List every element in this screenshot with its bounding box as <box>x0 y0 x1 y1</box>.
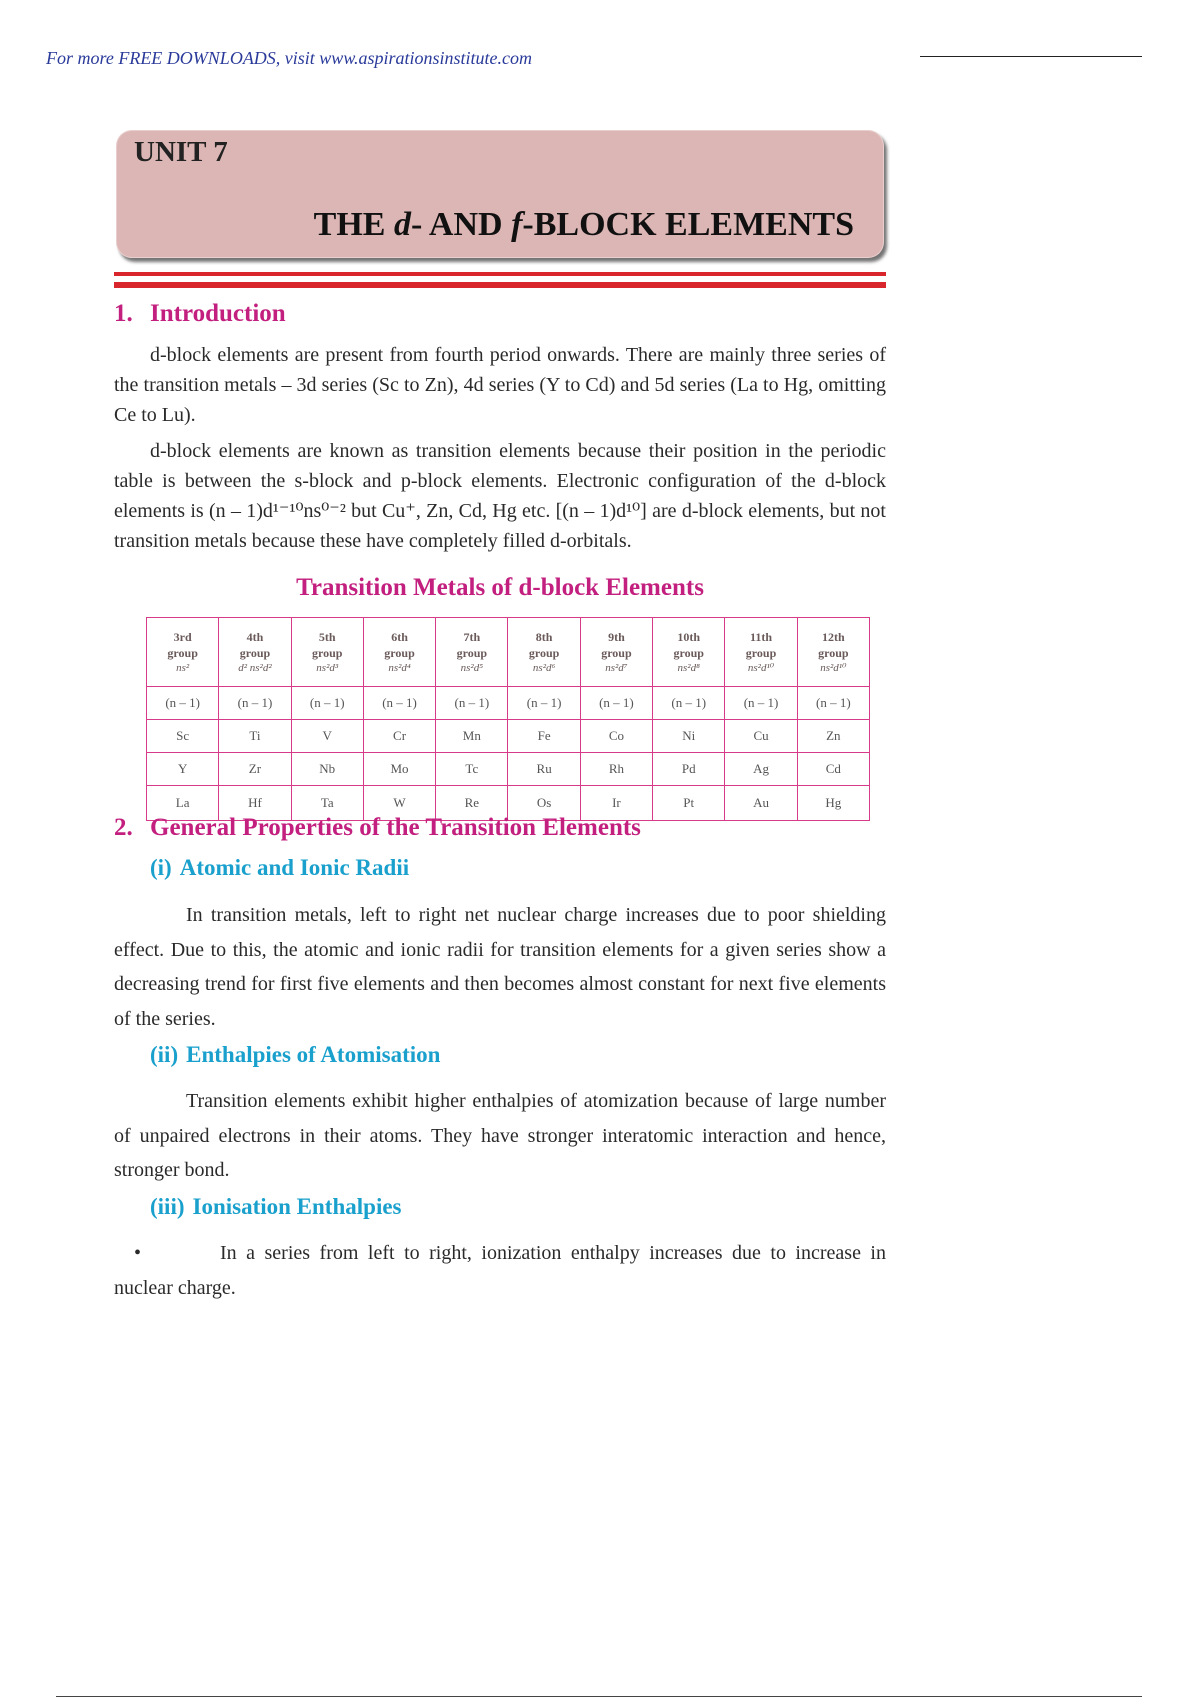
group-label: group <box>528 646 560 660</box>
table-header-cell <box>436 618 508 687</box>
intro-paragraph-1: d-block elements are present from fourth period onwards. There are mainly three series of the transition metals – 3d series (Sc to Zn), 4d series (Y to Cd) and 5d series (La to Hg, omitting Ce to Lu). <box>114 344 886 426</box>
group-label: group <box>818 646 849 660</box>
table-header-cell <box>725 618 797 687</box>
group-label: group <box>167 646 198 660</box>
red-divider <box>114 282 886 288</box>
red-divider <box>114 272 886 276</box>
footer-rule <box>56 1696 1142 1697</box>
table-cell: Ni <box>653 720 725 753</box>
table-cell: V <box>291 720 363 753</box>
ionisation-bullet: • In a series from left to right, ionization enthalpy increases due to increase in nuclear charge. <box>114 1242 886 1299</box>
unit-label: UNIT 7 <box>134 136 228 168</box>
table-cell: Pt <box>653 786 725 821</box>
unit-banner <box>116 130 884 258</box>
table-cell: (n – 1) <box>219 687 291 720</box>
table-cell: Cd <box>797 753 869 786</box>
table-cell: Hg <box>797 786 869 821</box>
table-cell: Hf <box>219 786 291 821</box>
group-label: group <box>673 646 704 660</box>
group-config: ns²d¹⁰ <box>747 662 775 674</box>
table-cell: La <box>147 786 219 821</box>
group-config: d² ns²d² <box>238 662 272 674</box>
table-cell: (n – 1) <box>653 687 725 720</box>
group-label: 9th <box>608 630 625 644</box>
table-cell: (n – 1) <box>147 687 219 720</box>
group-label: 4th <box>246 630 264 644</box>
table-cell: Zn <box>797 720 869 753</box>
group-label: group <box>312 646 343 660</box>
group-config: ns²d¹⁰ <box>820 662 847 674</box>
subheading-ionisation-enthalpies: (iii) Ionisation Enthalpies <box>150 1194 402 1219</box>
table-cell: Au <box>725 786 797 821</box>
subheading-enthalpies-atomisation: (ii) Enthalpies of Atomisation <box>150 1042 441 1067</box>
section-heading-general-properties: 2. General Properties of the Transition Elements <box>114 814 641 841</box>
group-label: 11th <box>750 630 773 644</box>
group-config: ns²d⁵ <box>460 662 484 674</box>
subheading-atomic-ionic-radii: (i) Atomic and Ionic Radii <box>150 855 410 880</box>
table-cell: Ti <box>219 720 291 753</box>
table-cell: Os <box>508 786 580 821</box>
group-config: ns²d³ <box>316 662 339 674</box>
table-row-4d <box>147 753 870 786</box>
table-cell: Fe <box>508 720 580 753</box>
table-cell: Y <box>147 753 219 786</box>
table-header-cell <box>797 618 869 687</box>
table-cell: (n – 1) <box>363 687 435 720</box>
group-label: group <box>384 646 415 660</box>
table-cell: (n – 1) <box>436 687 508 720</box>
group-config: ns²d⁴ <box>388 662 411 674</box>
group-label: group <box>601 646 632 660</box>
table-cell: (n – 1) <box>291 687 363 720</box>
table-cell: Mn <box>436 720 508 753</box>
table-cell: Nb <box>291 753 363 786</box>
table-cell: Ir <box>580 786 652 821</box>
group-label: 10th <box>677 630 701 644</box>
table-cell: (n – 1) <box>580 687 652 720</box>
group-config: ns² <box>176 662 190 674</box>
table-cell: Ag <box>725 753 797 786</box>
table-cell: Zr <box>219 753 291 786</box>
table-cell: W <box>363 786 435 821</box>
table-cell: Rh <box>580 753 652 786</box>
unit-title: THE d- AND f-BLOCK ELEMENTS <box>313 206 854 243</box>
header-download-link[interactable]: For more FREE DOWNLOADS, visit www.aspirationsinstitute.com <box>46 48 532 68</box>
group-label: 5th <box>318 630 336 644</box>
table-header-cell <box>363 618 435 687</box>
table-cell: Re <box>436 786 508 821</box>
group-label: group <box>456 646 488 660</box>
table-header-cell <box>291 618 363 687</box>
table-cell: Ta <box>291 786 363 821</box>
table-cell: (n – 1) <box>797 687 869 720</box>
group-label: 3rd <box>173 630 192 644</box>
atomisation-paragraph: Transition elements exhibit higher enthalpies of atomization because of large number of unpaired electrons in their atoms. They have stronger interatomic interaction and hence, stronger bond. <box>114 1090 886 1181</box>
table-cell: Ru <box>508 753 580 786</box>
table-title: Transition Metals of d-block Elements <box>296 574 704 601</box>
group-label: group <box>239 646 271 660</box>
table-row-n <box>147 687 870 720</box>
group-label: 8th <box>535 630 553 644</box>
group-config: ns²d⁷ <box>605 662 628 674</box>
table-cell: Co <box>580 720 652 753</box>
table-cell: Cr <box>363 720 435 753</box>
radii-paragraph: In transition metals, left to right net nuclear charge increases due to poor shielding effect. Due to this, the atomic and ionic radii for transition elements for a given series show a decreasing trend for first five elements and then becomes almost constant for next five elements of the series. <box>114 904 886 1030</box>
table-cell: (n – 1) <box>725 687 797 720</box>
table-cell: Tc <box>436 753 508 786</box>
table-cell: Sc <box>147 720 219 753</box>
group-label: 6th <box>391 630 408 644</box>
table-header-cell <box>580 618 652 687</box>
group-config: ns²d⁶ <box>532 662 556 674</box>
header-rule <box>920 56 1142 57</box>
table-header-cell <box>219 618 291 687</box>
table-header-cell <box>147 618 219 687</box>
group-label: 12th <box>822 630 845 644</box>
group-label: group <box>745 646 777 660</box>
table-cell: Mo <box>363 753 435 786</box>
table-cell: Pd <box>653 753 725 786</box>
group-config: ns²d⁸ <box>677 662 700 674</box>
group-label: 7th <box>463 630 481 644</box>
transition-metals-table <box>146 617 870 821</box>
table-cell: (n – 1) <box>508 687 580 720</box>
table-header-cell <box>508 618 580 687</box>
table-row-3d <box>147 720 870 753</box>
intro-paragraph-2: d-block elements are known as transition elements because their position in the periodic table is between the s-block and p-block elements. Electronic configuration of the d-block elements is (n – 1)d¹⁻¹⁰ns⁰⁻² but Cu⁺, Zn, Cd, Hg etc. [(n – 1)d¹⁰] are d-block elements, but not transition metals because these have completely filled d-orbitals. <box>114 440 886 552</box>
section-heading-introduction: 1. Introduction <box>114 300 286 327</box>
table-header-row <box>147 618 870 687</box>
table-header-cell <box>653 618 725 687</box>
table-cell: Cu <box>725 720 797 753</box>
